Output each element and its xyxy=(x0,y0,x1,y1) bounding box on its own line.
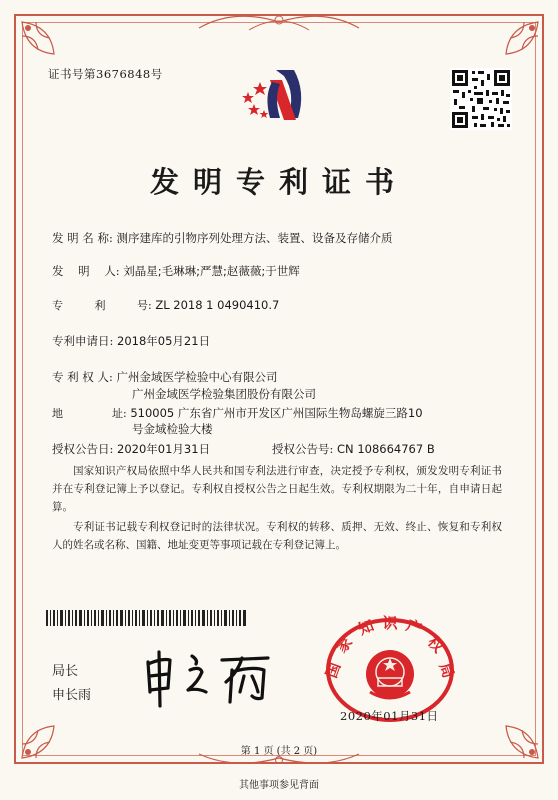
invention-name-value: 测序建库的引物序列处理方法、装置、设备及存储介质 xyxy=(116,231,393,245)
top-ornament xyxy=(189,6,369,36)
page-title: 发明专利证书 xyxy=(149,165,408,199)
statement-paragraph-1: 国家知识产权局依照中华人民共和国专利法进行审查，决定授予专利权，颁发发明专利证书并在专利登记簿上予以登记。专利权自授权公告之日起生效。专利权期限为二十年，自申请日起算。 xyxy=(52,465,502,513)
cnipa-logo-icon xyxy=(236,62,322,128)
patentee-row-2 xyxy=(132,386,316,402)
patentee-label: 专 利 权 人: xyxy=(52,370,113,384)
barcode xyxy=(46,610,246,626)
filing-date-row xyxy=(52,333,210,349)
address-value-2: 号金域检验大楼 xyxy=(132,422,213,436)
address-row xyxy=(52,405,423,421)
grant-number-value: CN 108664767 B xyxy=(337,442,435,456)
seal-date: 2020年01月31日 xyxy=(340,709,439,723)
signatory-name: 申长雨 xyxy=(52,688,92,703)
address-row-2 xyxy=(132,421,213,437)
patentee-value-1: 广州金域医学检验中心有限公司 xyxy=(116,370,278,384)
svg-text:权: 权 xyxy=(424,633,448,657)
filing-date-label: 专利申请日: xyxy=(52,334,114,348)
page-number: 第 1 页 (共 2 页) xyxy=(240,746,318,757)
qr-code[interactable] xyxy=(450,68,512,130)
address-label: 地 址: xyxy=(52,407,127,420)
invention-name-label: 发 明 名 称: xyxy=(52,231,113,245)
signatory-title: 局长 xyxy=(52,664,79,679)
grant-date-row xyxy=(52,441,210,457)
patent-number-row xyxy=(52,297,279,313)
grant-number-row xyxy=(272,441,435,457)
patent-number-value: ZL 2018 1 0490410.7 xyxy=(155,298,280,312)
grant-number-label: 授权公告号: xyxy=(272,442,334,456)
certificate-number: 证书号第3676848号 xyxy=(48,67,163,81)
patent-number-label: 专 利 号: xyxy=(52,299,152,312)
invention-name-row xyxy=(52,230,393,246)
grant-date-value: 2020年01月31日 xyxy=(117,442,211,456)
svg-text:知: 知 xyxy=(355,616,377,639)
svg-text:国: 国 xyxy=(322,660,345,681)
handwritten-signature xyxy=(140,648,280,708)
footer-note: 其他事项参见背面 xyxy=(239,780,319,791)
svg-text:识: 识 xyxy=(382,614,398,632)
patentee-row xyxy=(52,369,278,385)
patentee-value-2: 广州金域医学检验集团股份有限公司 xyxy=(132,387,316,401)
svg-text:局: 局 xyxy=(435,660,458,681)
address-value-1: 510005 广东省广州市开发区广州国际生物岛螺旋三路10 xyxy=(130,406,423,420)
svg-text:产: 产 xyxy=(403,616,425,639)
inventors-value: 刘晶星;毛琳琳;严慧;赵薇薇;于世辉 xyxy=(123,264,300,278)
svg-text:家: 家 xyxy=(332,633,356,657)
inventors-row xyxy=(52,263,300,279)
inventors-label: 发 明 人: xyxy=(52,264,120,278)
filing-date-value: 2018年05月21日 xyxy=(117,334,211,348)
grant-date-label: 授权公告日: xyxy=(52,442,114,456)
statement-paragraph-2: 专利证书记载专利权登记时的法律状况。专利权的转移、质押、无效、终止、恢复和专利权人的姓名或名称、国籍、地址变更等事项记载在专利登记簿上。 xyxy=(52,521,502,551)
